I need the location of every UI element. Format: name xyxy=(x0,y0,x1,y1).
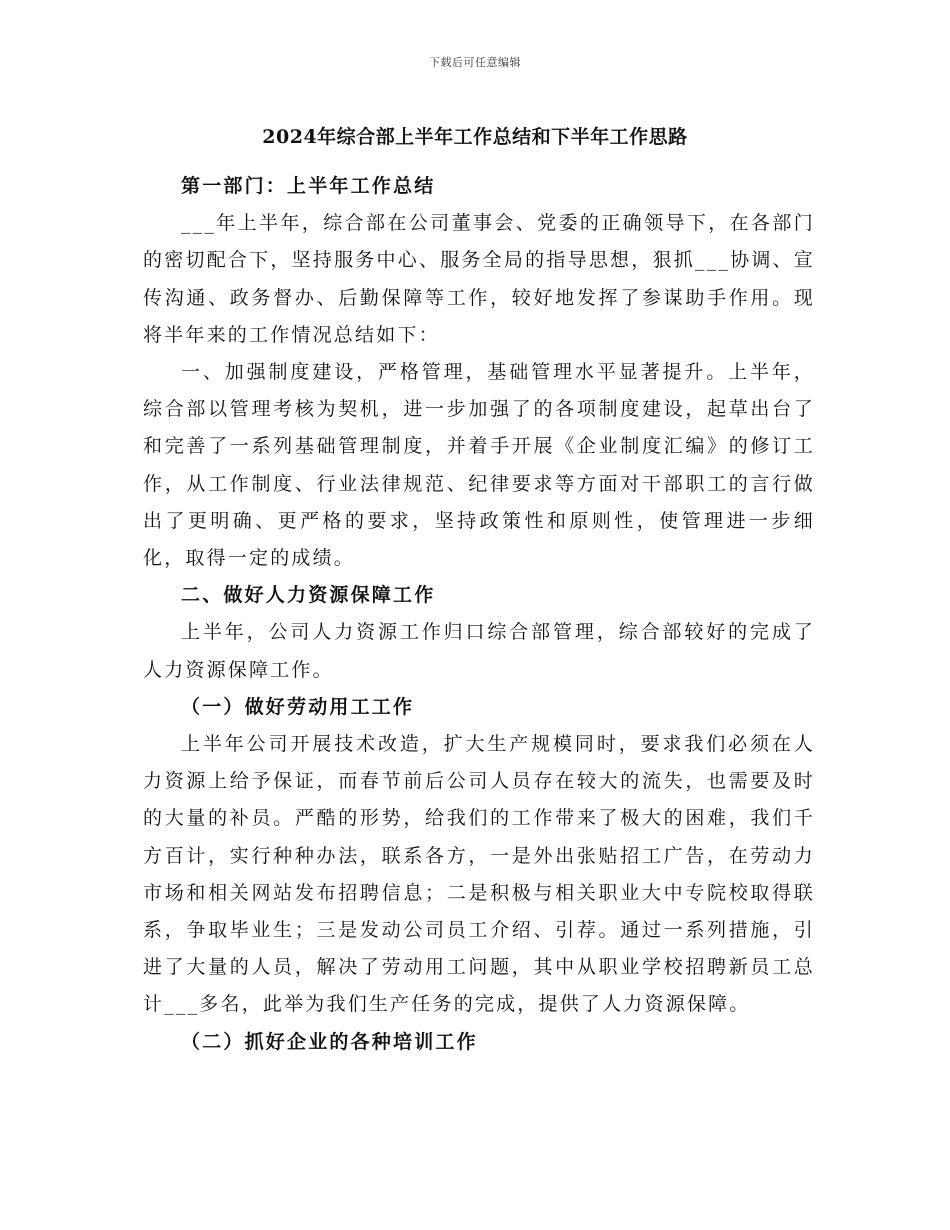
subsection2-heading: （二）抓好企业的各种培训工作 xyxy=(181,1030,478,1053)
part1-heading: 第一部门：上半年工作总结 xyxy=(181,175,436,197)
subsection1-paragraph: 上半年公司开展技术改造，扩大生产规模同时，要求我们必须在人力资源上给予保证，而春节前后公司人员存在较大的流失，也需要及时的大量的补员。严酷的形势，给我们的工作带来了极大的困难，我们千方百计，实行种种办法，联系各方，一是外出张贴招工广告，在劳动力市场和相关网站发布招聘信息；二是积极与相关职业大中专院校取得联系，争取毕业生；三是发动公司员工介绍、引荐。通过一系列措施，引进了大量的人员，解决了劳动用工问题，其中从职业学校招聘新员工总计___多名，此举为我们生产任务的完成，提供了人力资源保障。 xyxy=(143,733,815,1016)
subsection1-heading: （一）做好劳动用工工作 xyxy=(181,695,415,718)
section2-intro-paragraph: 上半年，公司人力资源工作归口综合部管理，综合部较好的完成了人力资源保障工作。 xyxy=(143,621,815,681)
header-note: 下载后可任意编辑 xyxy=(429,56,521,69)
document-body xyxy=(143,168,815,1061)
intro-paragraph: ___年上半年，综合部在公司董事会、党委的正确领导下，在各部门的密切配合下，坚持服务中心、服务全局的指导思想，狠抓___协调、宣传沟通、政务督办、后勤保障等工作，较好地发挥了参谋助手作用。现将半年来的工作情况总结如下： xyxy=(143,212,815,346)
document-title: 2024年综合部上半年工作总结和下半年工作思路 xyxy=(262,126,688,148)
section2-heading: 二、做好人力资源保障工作 xyxy=(181,584,436,607)
section1-paragraph: 一、加强制度建设，严格管理，基础管理水平显著提升。上半年，综合部以管理考核为契机，进一步加强了的各项制度建设，起草出台了和完善了一系列基础管理制度，并着手开展《企业制度汇编》的修订工作，从工作制度、行业法律规范、纪律要求等方面对干部职工的言行做出了更明确、更严格的要求，坚持政策性和原则性，使管理进一步细化，取得一定的成绩。 xyxy=(143,361,815,570)
